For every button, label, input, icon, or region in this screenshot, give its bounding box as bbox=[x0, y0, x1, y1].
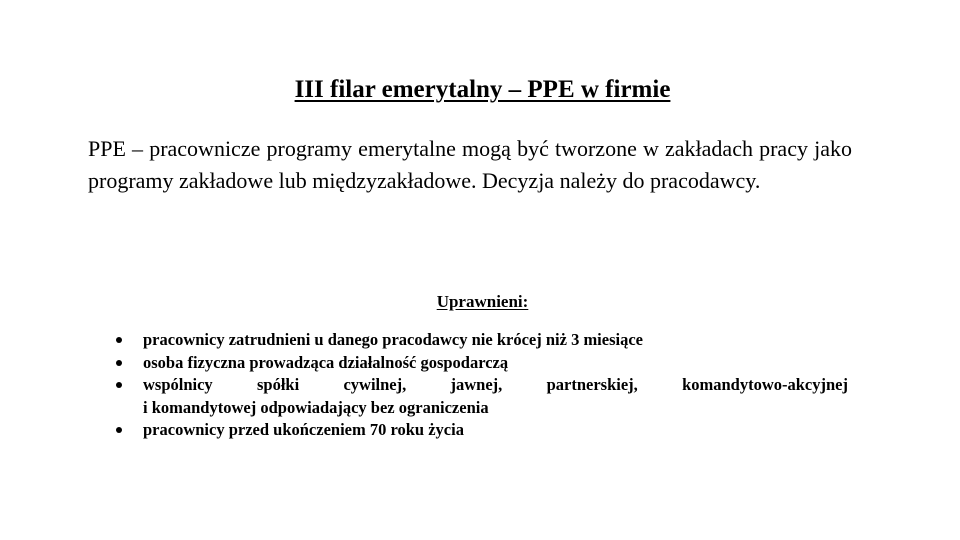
slide-title: III filar emerytalny – PPE w firmie bbox=[294, 76, 671, 103]
eligible-heading: Uprawnieni: bbox=[436, 292, 529, 311]
eligible-list bbox=[113, 329, 848, 442]
bullet-icon bbox=[116, 360, 122, 366]
list-item-text: osoba fizyczna prowadząca działalność gospodarczą bbox=[143, 352, 509, 372]
list-item-text: wspólnicy spółki cywilnej, jawnej, partnerskiej, komandytowo-akcyjnej bbox=[143, 375, 848, 394]
bullet-icon bbox=[116, 427, 122, 433]
list-item-text: pracownicy zatrudnieni u danego pracodawcy nie krócej niż 3 miesiące bbox=[143, 330, 643, 349]
list-item-continuation: i komandytowej odpowiadający bez ograniczenia bbox=[143, 397, 489, 417]
bullet-icon bbox=[116, 382, 122, 388]
list-item bbox=[113, 419, 848, 442]
intro-paragraph: PPE – pracownicze programy emerytalne mogą być tworzone w zakładach pracy jako programy zakładowe lub międzyzakładowe. Decyzja należy do pracodawcy. bbox=[88, 136, 852, 193]
list-item bbox=[113, 329, 848, 352]
list-item bbox=[113, 374, 848, 419]
bullet-icon bbox=[116, 337, 122, 343]
list-item-text: pracownicy przed ukończeniem 70 roku życia bbox=[143, 420, 464, 439]
list-item bbox=[113, 352, 848, 375]
